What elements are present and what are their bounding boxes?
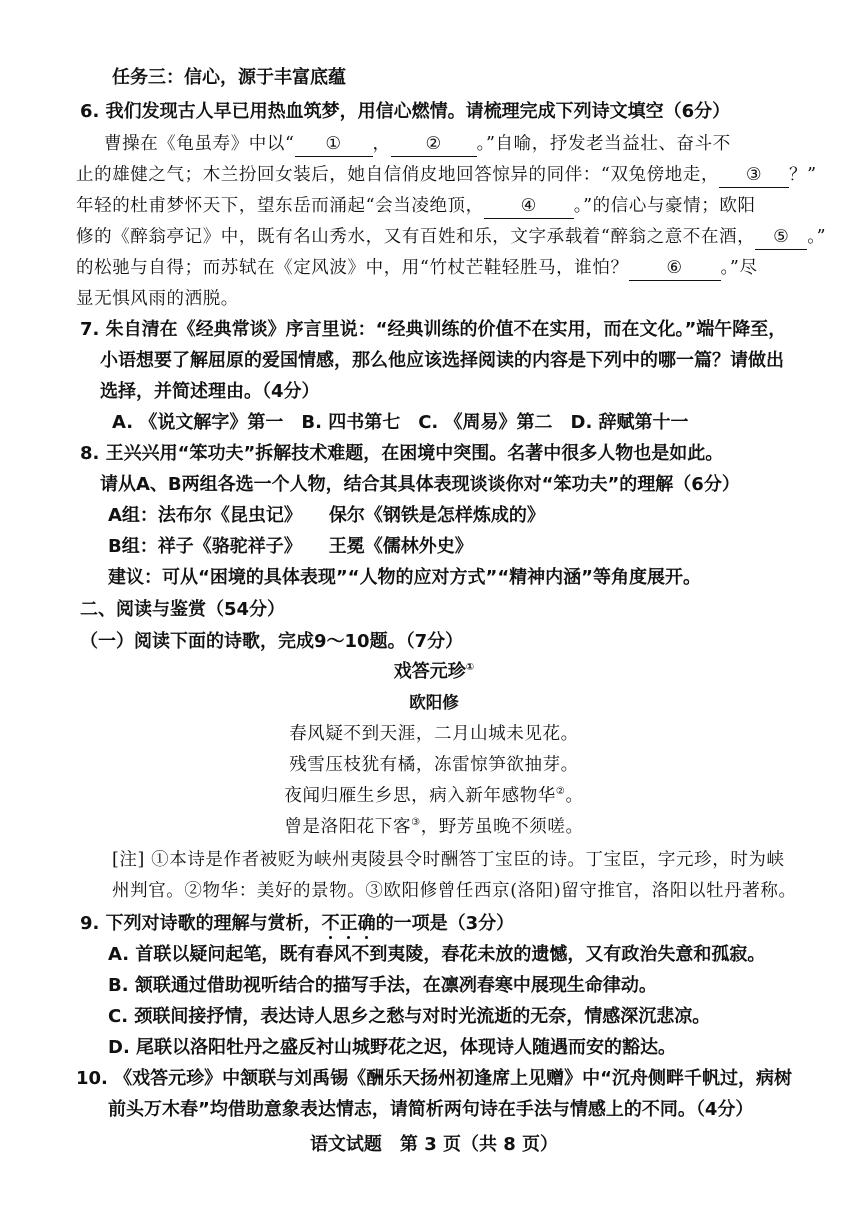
blank-6[interactable]: ⑥ xyxy=(629,256,721,281)
question-6-line-5: 的松驰与自得；而苏轼在《定风波》中，用“竹杖芒鞋轻胜马，谁怕？ ⑥ 。”尽 xyxy=(76,254,758,282)
question-6-line-2: 止的雄健之气；木兰扮回女装后，她自信俏皮地回答惊异的同伴：“双兔傍地走， ③ ？” xyxy=(76,161,817,189)
poem-notes-line-2: 州判官。②物华：美好的景物。③欧阳修曾任西京(洛阳)留守推官，洛阳以牡丹著称。 xyxy=(112,881,797,901)
blank-1[interactable]: ① xyxy=(295,132,373,157)
poem-line-4: 曾是洛阳花下客③，野芳虽晚不须嗟。 xyxy=(284,817,584,837)
question-10-line-2: 前头万木春”均借助意象表达情志，请简析两句诗在手法与情感上的不同。（4分） xyxy=(108,1099,754,1120)
question-7-line-3: 选择，并简述理由。（4分） xyxy=(100,381,320,402)
task-heading: 任务三：信心，源于丰富底蕴 xyxy=(112,67,346,88)
blank-2[interactable]: ② xyxy=(391,132,477,157)
poem-line-2: 残雪压枝犹有橘，冻雷惊笋欲抽芽。 xyxy=(289,755,579,775)
question-9-option-b: B. 颔联通过借助视听结合的描写手法，在凛冽春寒中展现生命律动。 xyxy=(108,975,657,996)
question-8-group-a: A组：法布尔《昆虫记》 保尔《钢铁是怎样炼成的》 xyxy=(108,505,545,526)
poem-line-3: 夜闻归雁生乡思，病入新年感物华②。 xyxy=(284,786,584,806)
poem-notes-line-1: [注] ①本诗是作者被贬为峡州夷陵县令时酬答丁宝臣的诗。丁宝臣，字元珍，时为峡 xyxy=(112,850,785,870)
question-10-line-1: 10. 《戏答元珍》中颔联与刘禹锡《酬乐天扬州初逢席上见赠》中“沉舟侧畔千帆过，病树 xyxy=(76,1068,792,1089)
question-6-line-1: 曹操在《龟虽寿》中以“ ① ， ② 。”自喻，抒发老当益壮、奋斗不 xyxy=(104,130,731,158)
question-6-stem: 6. 我们发现古人早已用热血筑梦，用信心燃情。请梳理完成下列诗文填空（6分） xyxy=(80,101,731,122)
footnote-marker-2: ② xyxy=(555,786,566,798)
question-9-option-d: D. 尾联以洛阳牡丹之盛反衬山城野花之迟，体现诗人随遇而安的豁达。 xyxy=(108,1037,677,1058)
question-9-stem: 9. 下列对诗歌的理解与赏析，不正确的一项是（3分） xyxy=(80,913,515,934)
question-9-option-c: C. 颈联间接抒情，表达诗人思乡之愁与对时光流逝的无奈，情感深沉悲凉。 xyxy=(108,1006,711,1027)
question-9-option-a: A. 首联以疑问起笔，既有春风不到夷陵，春花未放的遗憾，又有政治失意和孤寂。 xyxy=(108,944,766,965)
question-8-tip: 建议：可从“困境的具体表现”“人物的应对方式”“精神内涵”等角度展开。 xyxy=(108,567,701,588)
footnote-marker-3: ③ xyxy=(411,817,421,829)
blank-5[interactable]: ⑤ xyxy=(755,225,807,250)
question-7-line-2: 小语想要了解屈原的爱国情感，那么他应该选择阅读的内容是下列中的哪一篇？请做出 xyxy=(100,350,784,371)
question-6-line-3: 年轻的杜甫梦怀天下，望东岳而涌起“会当凌绝顶， ④ 。”的信心与豪情；欧阳 xyxy=(76,192,756,220)
question-7-options: A. 《说文解字》第一 B. 四书第七 C. 《周易》第二 D. 辞赋第十一 xyxy=(112,412,689,433)
question-8-line-2: 请从A、B两组各选一个人物，结合其具体表现谈谈你对“笨功夫”的理解（6分） xyxy=(100,474,740,495)
poem-title: 戏答元珍① xyxy=(393,661,475,682)
question-8-line-1: 8. 王兴兴用“笨功夫”拆解技术难题，在困境中突围。名著中很多人物也是如此。 xyxy=(80,443,724,464)
question-6-line-6: 显无惧风雨的洒脱。 xyxy=(76,289,239,309)
section-2-heading: 二、阅读与鉴赏（54分） xyxy=(80,599,286,620)
footnote-marker-1: ① xyxy=(465,662,475,673)
question-8-group-b: B组：祥子《骆驼祥子》 王冕《儒林外史》 xyxy=(108,536,473,557)
blank-4[interactable]: ④ xyxy=(484,194,574,219)
part-1-heading: （一）阅读下面的诗歌，完成9～10题。（7分） xyxy=(80,631,464,652)
question-7-line-1: 7. 朱自清在《经典常谈》序言里说：“经典训练的价值不在实用，而在文化。”端午降至， xyxy=(80,319,787,340)
blank-3[interactable]: ③ xyxy=(719,163,789,188)
page-footer: 语文试题 第 3 页（共 8 页） xyxy=(309,1134,559,1155)
question-6-line-4: 修的《醉翁亭记》中，既有名山秀水，又有百姓和乐，文字承载着“醉翁之意不在酒， ⑤ 。” xyxy=(76,223,826,251)
poem-author: 欧阳修 xyxy=(409,693,459,712)
poem-line-1: 春风疑不到天涯，二月山城未见花。 xyxy=(289,724,579,744)
